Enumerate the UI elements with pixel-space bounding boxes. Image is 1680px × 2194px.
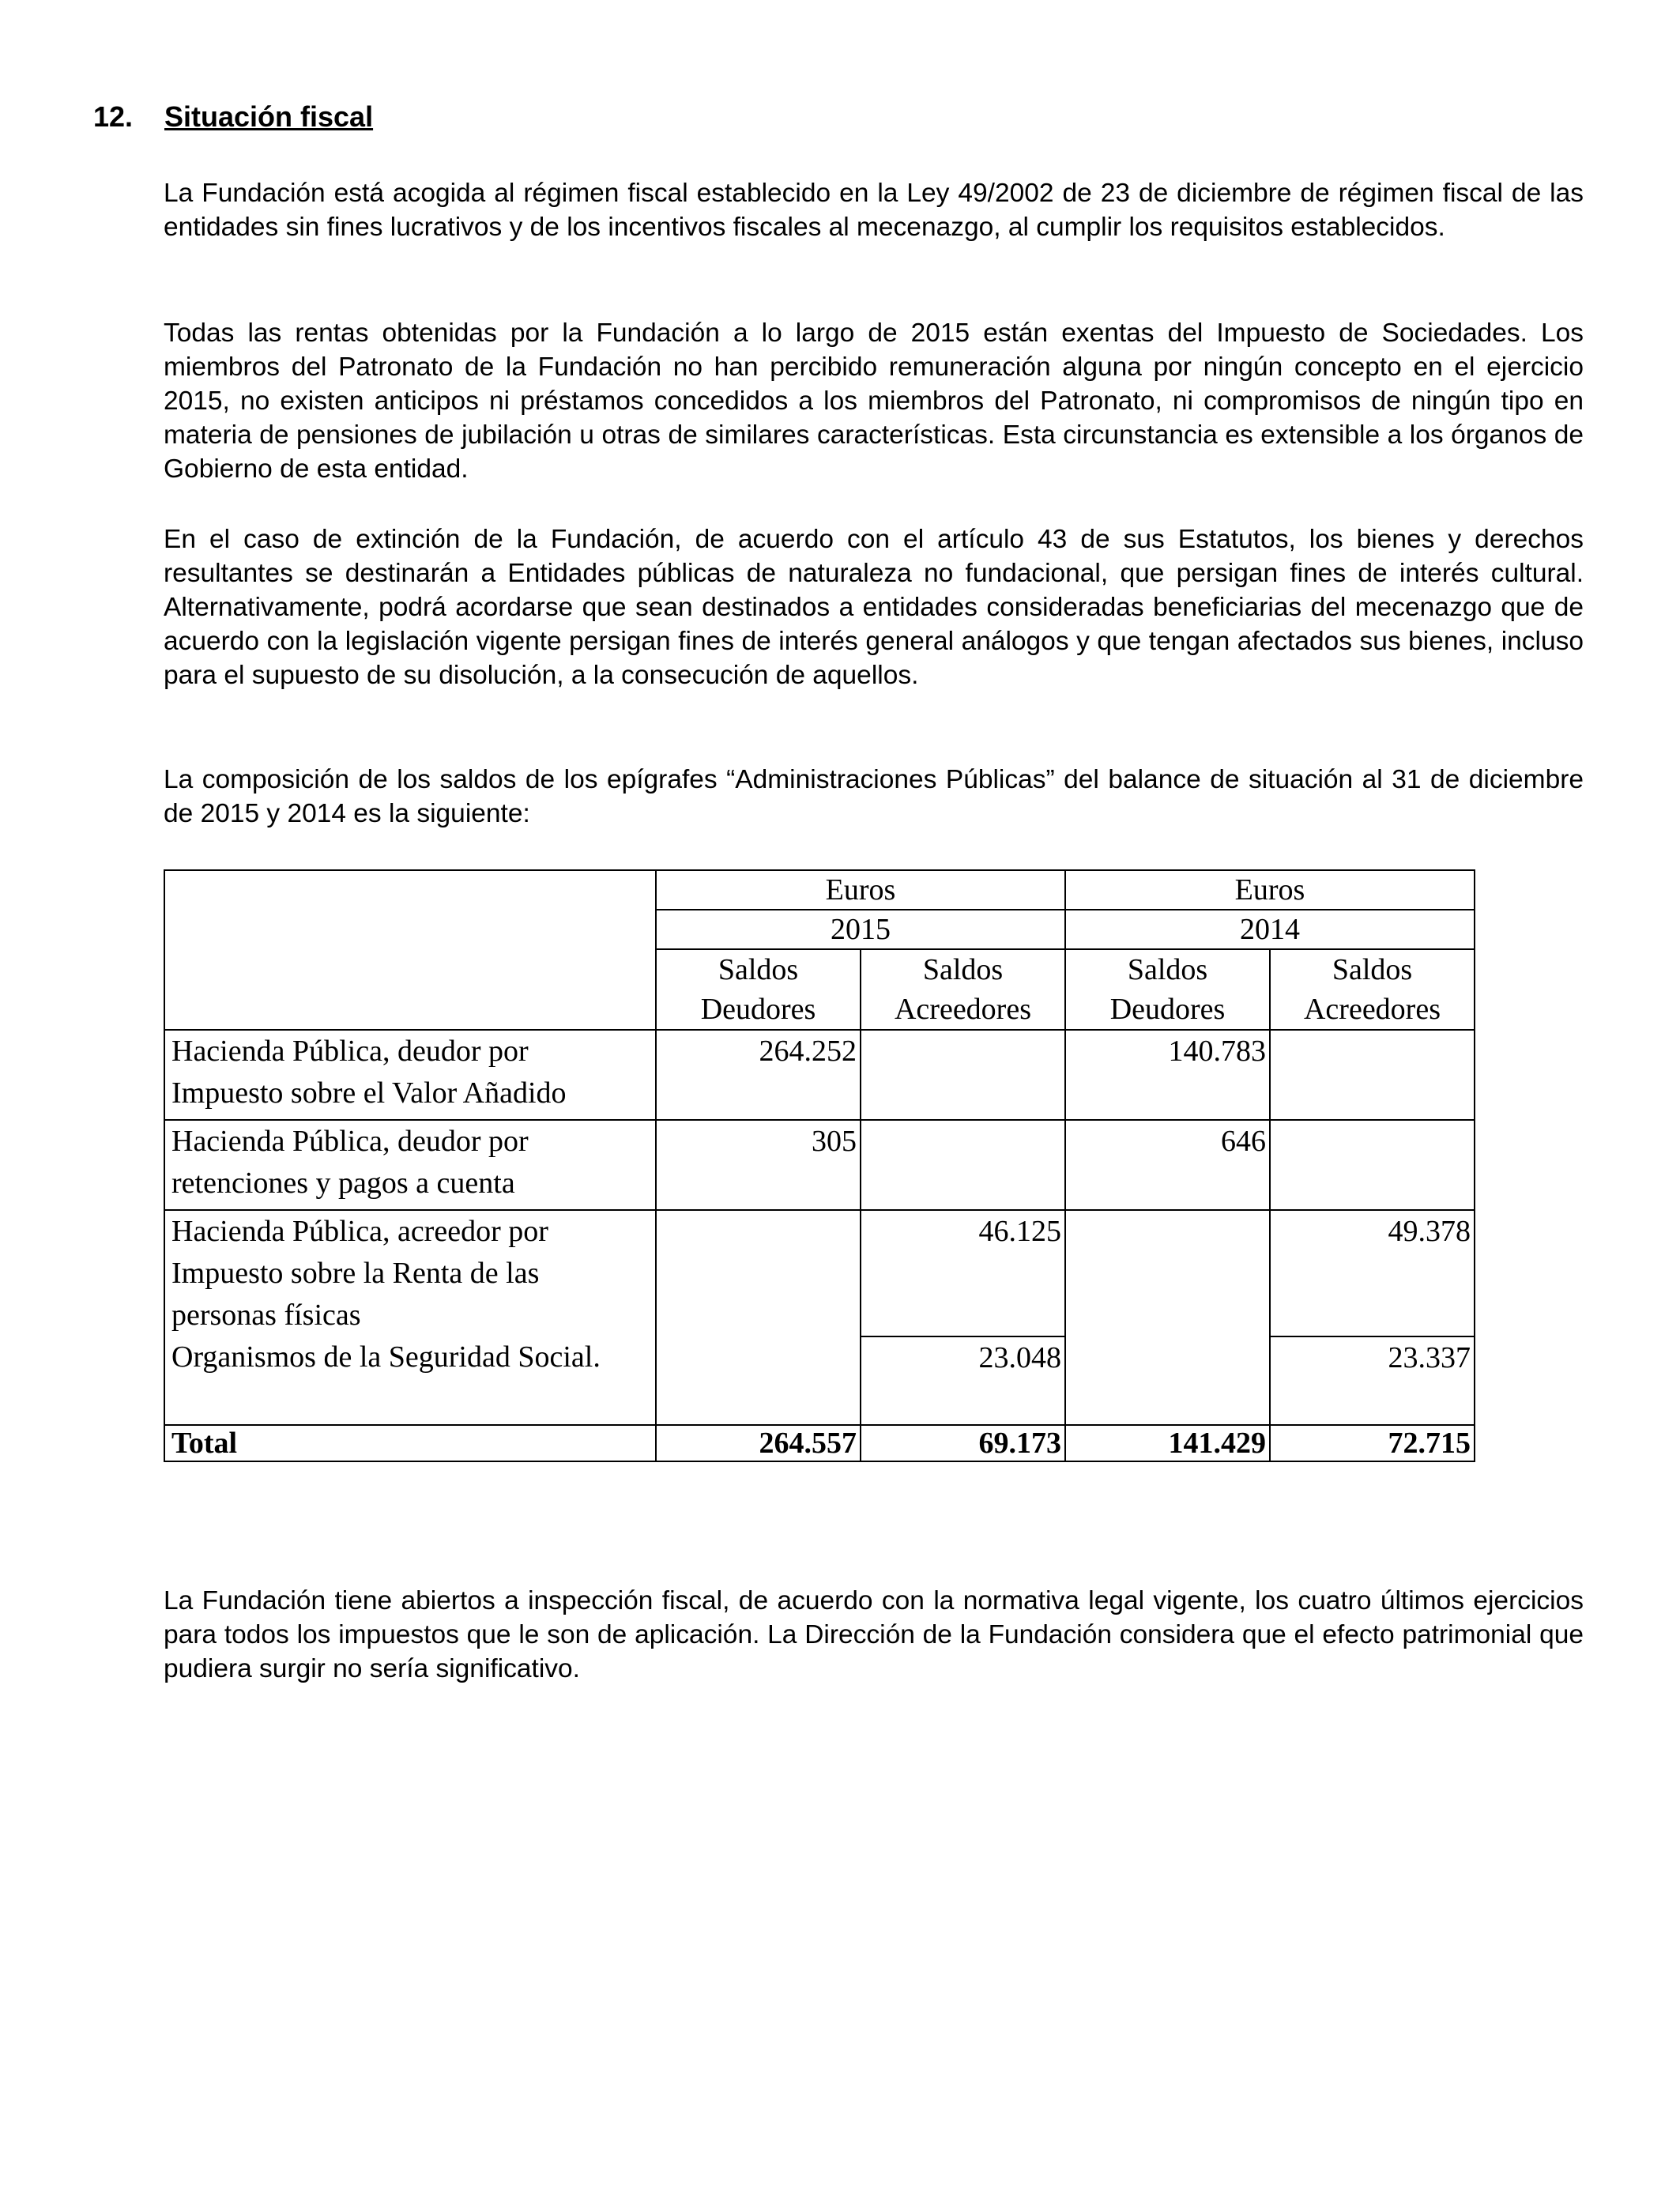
cell-acreedores-2014 [1270, 1030, 1475, 1120]
total-label: Total [164, 1425, 656, 1461]
cell-acreedores-2014: 23.337 [1270, 1336, 1475, 1425]
cell-acreedores-2015 [861, 1120, 1065, 1210]
row-label [164, 1030, 656, 1120]
column-header-deudores-2015 [656, 949, 861, 1030]
cell-deudores-2014: 646 [1065, 1120, 1270, 1210]
paragraph-fiscal-regime: La Fundación está acogida al régimen fiscal establecido en la Ley 49/2002 de 23 de diciembre de régimen fiscal de las entidades sin fines lucrativos y de los incentivos fiscales al mecenazgo, al cumplir los requisitos establecidos. [164, 179, 1584, 242]
total-acreedores-2014: 72.715 [1270, 1425, 1475, 1461]
cell-deudores-2014 [1065, 1336, 1270, 1425]
column-header-line: Deudores [1109, 993, 1226, 1026]
column-header-line: Saldos [1332, 953, 1413, 986]
total-deudores-2015: 264.557 [656, 1425, 861, 1461]
cell-deudores-2015: 264.252 [656, 1030, 861, 1120]
total-deudores-2014: 141.429 [1065, 1425, 1270, 1461]
cell-deudores-2015 [656, 1336, 861, 1425]
row-label-line: Hacienda Pública, deudor por [171, 1035, 529, 1068]
column-header-line: Saldos [1127, 953, 1208, 986]
column-header-line: Acreedores [1303, 993, 1441, 1026]
table-row [164, 1120, 1475, 1210]
year-header-2014: 2014 [1065, 910, 1475, 949]
cell-acreedores-2015: 46.125 [861, 1210, 1065, 1336]
paragraph-balance-intro: La composición de los saldos de los epígrafes “Administraciones Públicas” del balance de situación al 31 de diciembre de 2015 y 2014 es la siguiente: [164, 765, 1584, 828]
table-row [164, 1210, 1475, 1336]
cell-acreedores-2015 [861, 1030, 1065, 1120]
currency-header-2014: Euros [1065, 870, 1475, 910]
column-header-deudores-2014 [1065, 949, 1270, 1030]
section-title: Situación fiscal [164, 100, 374, 133]
cell-deudores-2015: 305 [656, 1120, 861, 1210]
column-header-line: Deudores [700, 993, 816, 1026]
column-header-acreedores-2014 [1270, 949, 1475, 1030]
cell-deudores-2015 [656, 1210, 861, 1336]
row-label [164, 1120, 656, 1210]
row-label-line: Hacienda Pública, deudor por [171, 1125, 529, 1158]
row-label-line: retenciones y pagos a cuenta [171, 1167, 515, 1200]
cell-acreedores-2015: 23.048 [861, 1336, 1065, 1425]
total-acreedores-2015: 69.173 [861, 1425, 1065, 1461]
row-label-line: Impuesto sobre el Valor Añadido [171, 1076, 567, 1110]
table-total-row [164, 1425, 1475, 1461]
row-label-line: Impuesto sobre la Renta de las [171, 1257, 540, 1290]
column-header-line: Saldos [922, 953, 1004, 986]
row-label-line: personas físicas [171, 1299, 361, 1332]
currency-header-2015: Euros [656, 870, 1065, 910]
table-row [164, 1030, 1475, 1120]
section-heading [93, 100, 373, 134]
row-label-line: Organismos de la Seguridad Social. [171, 1340, 601, 1374]
cell-acreedores-2014 [1270, 1120, 1475, 1210]
table-corner-cell [164, 870, 656, 1030]
paragraph-tax-inspection: La Fundación tiene abiertos a inspección fiscal, de acuerdo con la normativa legal vigente, los cuatro últimos ejercicios para todos los impuestos que le son de aplicación. La Dirección de la Fundación considera que el efecto patrimonial que pudiera surgir no sería significativo. [164, 1586, 1584, 1683]
section-number: 12. [93, 100, 134, 133]
cell-deudores-2014 [1065, 1210, 1270, 1336]
row-label [164, 1210, 656, 1336]
cell-acreedores-2014: 49.378 [1270, 1210, 1475, 1336]
row-label [164, 1336, 656, 1425]
column-header-line: Acreedores [894, 993, 1031, 1026]
year-header-2015: 2015 [656, 910, 1065, 949]
column-header-acreedores-2015 [861, 949, 1065, 1030]
paragraph-extinction: En el caso de extinción de la Fundación, de acuerdo con el artículo 43 de sus Estatutos, los bienes y derechos resultantes se destinarán a Entidades públicas de naturaleza no fundacional, que persigan fines de interés cultural. Alternativamente, podrá acordarse que sean destinados a entidades consideradas beneficiarias del mecenazgo que de acuerdo con la legislación vigente persigan fines de interés general análogos y que tengan afectados sus bienes, incluso para el supuesto de su disolución, a la consecución de aquellos. [164, 525, 1584, 690]
column-header-line: Saldos [718, 953, 799, 986]
row-label-line: Hacienda Pública, acreedor por [171, 1215, 548, 1248]
public-administrations-table [164, 869, 1475, 1462]
paragraph-exempt-income: Todas las rentas obtenidas por la Fundación a lo largo de 2015 están exentas del Impuesto de Sociedades. Los miembros del Patronato de la Fundación no han percibido remuneración alguna por ningún concepto en el ejercicio 2015, no existen anticipos ni préstamos concedidos a los miembros del Patronato, ni compromisos de ningún tipo en materia de pensiones de jubilación u otras de similares características. Esta circunstancia es extensible a los órganos de Gobierno de esta entidad. [164, 319, 1584, 484]
table-header-row [164, 870, 1475, 910]
cell-deudores-2014: 140.783 [1065, 1030, 1270, 1120]
table-row [164, 1336, 1475, 1425]
